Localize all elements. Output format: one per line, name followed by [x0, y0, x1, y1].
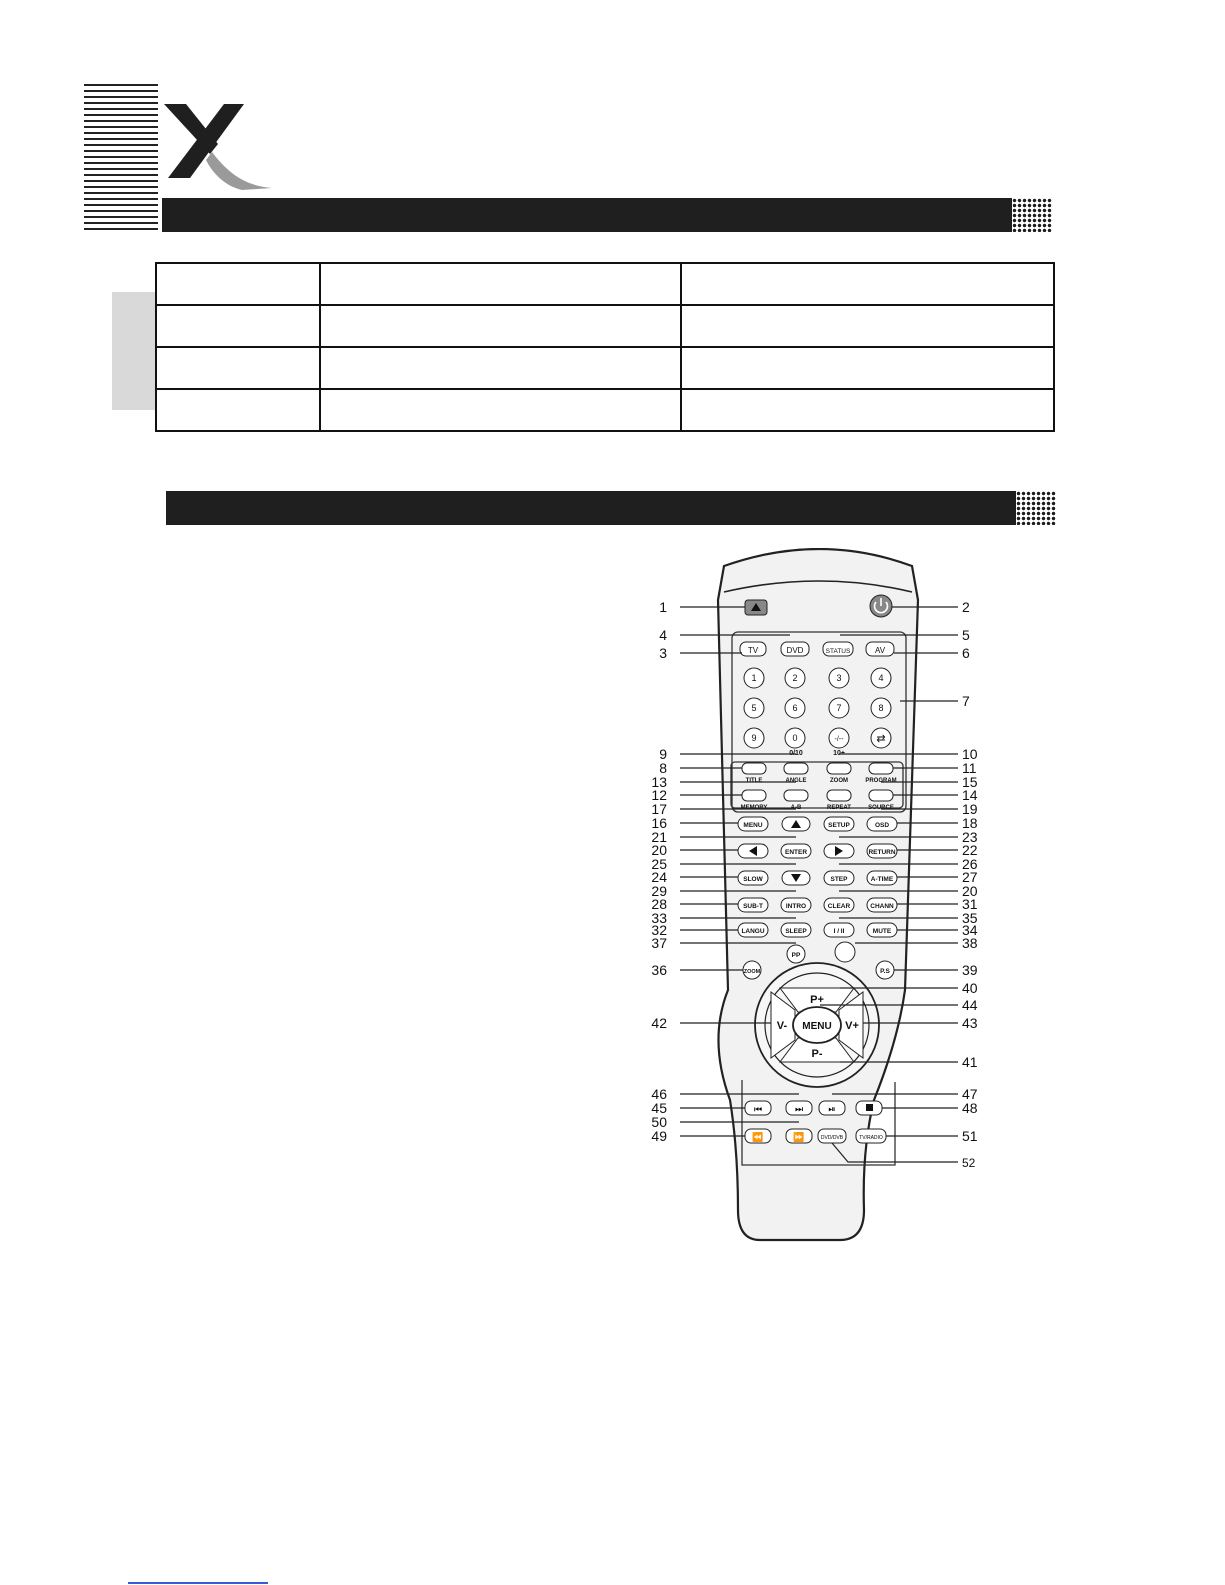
stop-button[interactable] — [856, 1101, 882, 1115]
next-button[interactable] — [786, 1101, 812, 1115]
callout-number: 17 — [651, 801, 667, 817]
button-label: TV/RADIO — [859, 1135, 883, 1141]
callout-number: 14 — [962, 787, 978, 803]
clear-button[interactable] — [824, 898, 854, 912]
table-row — [156, 389, 1054, 431]
button-label: 8 — [878, 703, 884, 713]
callout-number: 40 — [962, 980, 978, 996]
digit-5-button[interactable] — [744, 698, 764, 718]
angle-button[interactable] — [784, 763, 808, 784]
table-cell — [681, 389, 1054, 431]
callout-number: 33 — [651, 910, 667, 926]
button-label: 7 — [836, 703, 842, 713]
source-button[interactable] — [868, 790, 894, 811]
callout-number: 23 — [962, 829, 978, 845]
button-label: ZOOM — [743, 969, 761, 975]
button-label: LANGU — [741, 928, 765, 935]
callout-number: 43 — [962, 1015, 978, 1031]
callout-number: 21 — [651, 829, 667, 845]
button-label: RETURN — [868, 849, 896, 856]
up-button[interactable] — [782, 817, 810, 831]
table-cell — [320, 305, 681, 347]
sleep-button[interactable] — [781, 923, 811, 937]
play-pause-icon: ⏯ — [828, 1104, 836, 1114]
memory-button[interactable] — [741, 790, 768, 811]
play-pause-button[interactable] — [819, 1101, 845, 1115]
callout-number: 28 — [651, 896, 667, 912]
eject-button[interactable] — [745, 600, 767, 615]
zoom-round-button[interactable] — [743, 961, 761, 979]
table-cell — [320, 263, 681, 305]
callout-number: 3 — [659, 645, 667, 661]
fast-forward-button[interactable] — [786, 1129, 812, 1143]
button-label: STEP — [830, 876, 848, 883]
callout-number: 49 — [651, 1128, 667, 1144]
button-label: 6 — [792, 703, 798, 713]
button-label: DVD/DVB — [820, 1135, 844, 1141]
step-button[interactable] — [824, 871, 854, 885]
digit-6-button[interactable] — [785, 698, 805, 718]
callout-number: 45 — [651, 1100, 667, 1116]
digit-9-button[interactable] — [744, 728, 764, 748]
digit-0-button[interactable] — [785, 728, 805, 748]
button-label: A-TIME — [870, 876, 894, 883]
button-label: P- — [811, 1048, 823, 1060]
callout-number: 35 — [962, 910, 978, 926]
callout-number: 27 — [962, 869, 978, 885]
table-cell — [681, 347, 1054, 389]
callout-number: 46 — [651, 1086, 667, 1102]
button-label: MUTE — [872, 928, 892, 935]
button-caption: A-B — [790, 805, 802, 811]
button-caption: ZOOM — [830, 778, 848, 784]
dvd-button[interactable] — [781, 642, 809, 656]
button-label: SUB-T — [743, 903, 763, 910]
callout-number: 22 — [962, 842, 978, 858]
callout-number: 13 — [651, 774, 667, 790]
button-caption: REPEAT — [827, 805, 851, 811]
button-label: DVD — [786, 646, 804, 655]
button-label: MENU — [802, 1021, 832, 1032]
callout-number: 42 — [651, 1015, 667, 1031]
enter-button[interactable] — [781, 844, 811, 858]
callout-number: 11 — [962, 760, 977, 776]
down-button[interactable] — [782, 871, 810, 885]
callout-number: 10 — [962, 746, 978, 762]
callout-number: 15 — [962, 774, 978, 790]
previous-button[interactable] — [745, 1101, 771, 1115]
button-caption: TITLE — [745, 778, 763, 784]
button-label: STATUS — [825, 648, 851, 655]
callout-number: 25 — [651, 856, 667, 872]
ps-button[interactable] — [876, 961, 894, 979]
section-header-dots — [1016, 491, 1056, 525]
button-label: MENU — [743, 822, 763, 829]
button-label: 3 — [836, 673, 842, 683]
button-label: INTRO — [785, 903, 807, 910]
button-label: SLOW — [743, 876, 763, 883]
intro-button[interactable] — [781, 898, 811, 912]
digit-4-button[interactable] — [871, 668, 891, 688]
callout-number: 19 — [962, 801, 978, 817]
logo-stripes — [84, 84, 158, 232]
button-label: V+ — [845, 1020, 859, 1032]
status-button[interactable] — [823, 642, 853, 656]
section-header-bar — [162, 198, 1012, 232]
dash-button[interactable] — [829, 728, 849, 748]
table-cell — [156, 347, 320, 389]
callout-number: 6 — [962, 645, 970, 661]
table-cell — [320, 389, 681, 431]
button-caption: MEMORY — [740, 805, 768, 811]
callout-number: 52 — [962, 1156, 976, 1170]
swap-button[interactable] — [871, 728, 891, 748]
digit-2-button[interactable] — [785, 668, 805, 688]
button-label: 9 — [751, 733, 757, 743]
callout-number: 38 — [962, 935, 978, 951]
button-label: OSD — [874, 822, 890, 829]
langu-button[interactable] — [738, 923, 768, 937]
table-row — [156, 347, 1054, 389]
callout-number: 37 — [651, 935, 667, 951]
return-button[interactable] — [867, 844, 897, 858]
button-label: SLEEP — [785, 928, 807, 935]
table-cell — [320, 347, 681, 389]
rewind-icon: ⏪ — [752, 1132, 764, 1142]
blank-round-button[interactable] — [835, 942, 855, 962]
callout-number: 32 — [651, 922, 667, 938]
left-button[interactable] — [738, 844, 768, 858]
button-label: CHANN — [870, 903, 894, 910]
callout-number: 29 — [651, 883, 667, 899]
table-cell — [681, 263, 1054, 305]
callout-number: 16 — [651, 815, 667, 831]
audio-mode-button[interactable] — [824, 923, 854, 937]
osd-button[interactable] — [867, 817, 897, 831]
callout-number: 51 — [962, 1128, 978, 1144]
digit-7-button[interactable] — [829, 698, 849, 718]
x-brand-logo-icon — [160, 100, 275, 192]
power-button[interactable] — [870, 595, 892, 617]
skip-back-icon: ⏮ — [753, 1104, 763, 1114]
chann-button[interactable] — [867, 898, 897, 912]
tv-button[interactable] — [740, 642, 766, 656]
button-caption: PROGRAM — [865, 778, 897, 784]
fast-forward-icon: ⏩ — [793, 1132, 805, 1142]
right-button[interactable] — [824, 844, 854, 858]
menu-button[interactable] — [738, 817, 768, 831]
callout-number: 44 — [962, 997, 978, 1013]
dvd-dvb-button[interactable] — [818, 1129, 846, 1143]
av-button[interactable] — [866, 642, 894, 656]
spec-table — [155, 262, 1055, 432]
callout-number: 50 — [651, 1114, 667, 1130]
button-caption: ANGLE — [785, 778, 807, 784]
section-header-dots — [1012, 198, 1052, 232]
callout-number: 24 — [651, 869, 667, 885]
button-label: 1 — [751, 673, 757, 683]
callout-number: 1 — [659, 599, 667, 615]
button-label: 5 — [751, 703, 757, 713]
footer-link-underline — [128, 1582, 268, 1584]
skip-forward-icon: ⏭ — [794, 1104, 804, 1114]
digit-8-button[interactable] — [871, 698, 891, 718]
button-label: 0 — [792, 733, 798, 743]
zoom-button[interactable] — [827, 763, 851, 784]
rewind-button[interactable] — [745, 1129, 771, 1143]
callout-number: 48 — [962, 1100, 978, 1116]
button-label: PP — [791, 952, 801, 959]
table-cell — [156, 263, 320, 305]
callout-number: 9 — [659, 746, 667, 762]
table-cell — [156, 389, 320, 431]
callout-number: 47 — [962, 1086, 978, 1102]
tv-radio-button[interactable] — [856, 1129, 886, 1143]
button-label: SETUP — [828, 822, 850, 829]
sub-t-button[interactable] — [738, 898, 768, 912]
button-label: -/-- — [834, 736, 844, 743]
button-caption: SOURCE — [868, 805, 894, 811]
a-time-button[interactable] — [867, 871, 897, 885]
table-row — [156, 263, 1054, 305]
callout-number: 36 — [651, 962, 667, 978]
callout-number: 7 — [962, 693, 970, 709]
callout-number: 18 — [962, 815, 978, 831]
callout-number: 26 — [962, 856, 978, 872]
table-cell — [681, 305, 1054, 347]
callout-number: 2 — [962, 599, 970, 615]
slow-button[interactable] — [738, 871, 768, 885]
callout-number: 12 — [651, 787, 667, 803]
callout-number: 31 — [962, 896, 978, 912]
remote-control-diagram — [640, 548, 1000, 1248]
callout-number: 41 — [962, 1054, 978, 1070]
callout-number: 8 — [659, 760, 667, 776]
side-tab — [112, 292, 156, 410]
digit-3-button[interactable] — [829, 668, 849, 688]
digit-1-button[interactable] — [744, 668, 764, 688]
button-label: V- — [776, 1020, 788, 1032]
repeat-button[interactable] — [827, 790, 851, 811]
callout-number: 39 — [962, 962, 978, 978]
mute-button[interactable] — [867, 923, 897, 937]
callout-number: 20 — [651, 842, 667, 858]
button-label: 2 — [792, 673, 798, 683]
callout-number: 34 — [962, 922, 978, 938]
button-label: P.S — [880, 968, 890, 975]
button-label: AV — [874, 646, 886, 655]
swap-icon: ⇄ — [876, 733, 886, 745]
table-cell — [156, 305, 320, 347]
callout-number: 4 — [659, 627, 667, 643]
section-header-bar — [166, 491, 1016, 525]
pp-button[interactable] — [787, 945, 805, 963]
callout-number: 20 — [962, 883, 978, 899]
stop-icon — [866, 1104, 873, 1111]
button-label: TV — [747, 646, 759, 655]
button-label: ENTER — [784, 849, 808, 856]
button-label: I / II — [833, 928, 845, 935]
button-caption: 10+ — [833, 750, 845, 757]
button-caption: 0/10 — [789, 750, 803, 757]
setup-button[interactable] — [824, 817, 854, 831]
callout-number: 5 — [962, 627, 970, 643]
button-label: 4 — [878, 673, 884, 683]
button-label: CLEAR — [827, 903, 851, 910]
table-row — [156, 305, 1054, 347]
button-label: P+ — [810, 994, 824, 1006]
